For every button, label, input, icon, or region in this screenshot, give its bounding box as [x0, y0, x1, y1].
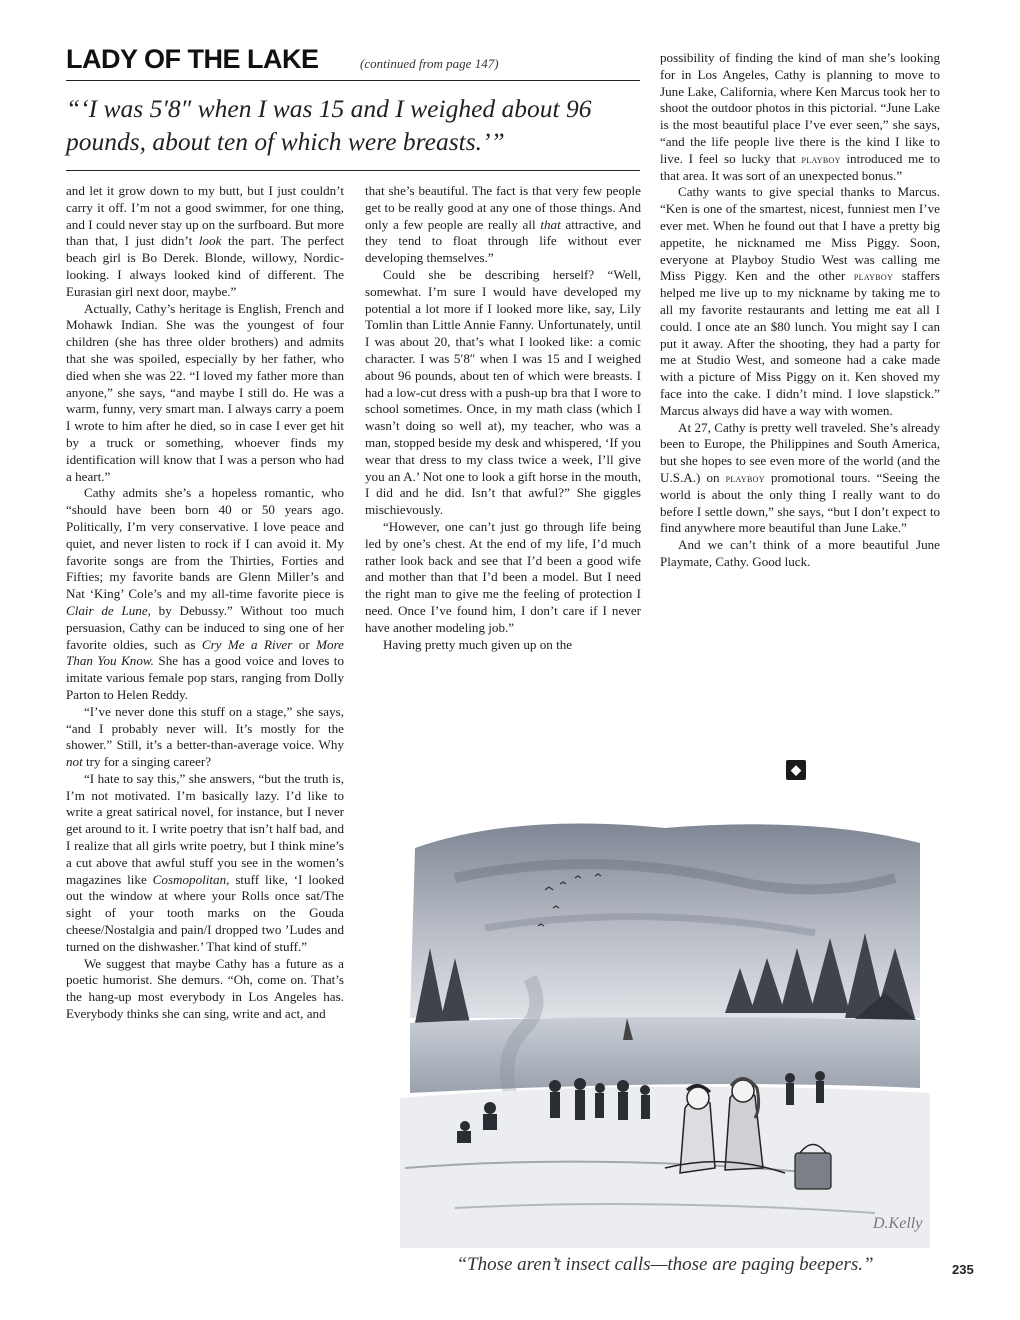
- paragraph: “I hate to say this,” she answers, “but the truth is, I’m not motivated. I’m basically lazy. I’d like to write a great satirical novel, for instance, but I never get around to it. I write poetry that isn’t half bad, and I realize that all girls write poetry, but I think mine’s a cut above that awful stuff you see in the women’s magazines like Cosmopolitan, stuff like, ‘I looked out the window at where your Rolls once sat/The sight of your tooth marks on the Gouda cheese/Nostalgia and pain/I dropped two ’Ludes and turned on the dishwasher.’ That kind of stuff.”: [66, 770, 344, 954]
- paragraph: We suggest that maybe Cathy has a future as a poetic humorist. She demurs. “Oh, come on. That’s the hang-up most everybody in Los Angeles has. Everybody thinks she can sing, write and act, and: [66, 955, 344, 1022]
- article-title: LADY OF THE LAKE: [66, 44, 319, 74]
- paragraph: Cathy wants to give special thanks to Marcus. “Ken is one of the smartest, nicest, funniest men I’ve ever met. When he found out that I have a pretty big appetite, he nicknamed me Miss Piggy. Soon, everyone at Playboy Studio West was calling me Miss Piggy. Ken and the other playboy staffers helped me live up to my nickname by taking me to all my favorite restaurants and letting me eat all I could. I once ate an $80 lunch. You might say I can put it away. After the shooting, they had a party for me at Studio West, and someone had a cake made with a picture of Miss Piggy on it. Ken shoved my face into the cake. I didn’t mind. I love slapstick.” Marcus always did have a way with women.: [660, 184, 940, 418]
- text-column-3: [660, 50, 940, 571]
- paragraph: that she’s beautiful. The fact is that very few people get to be really good at any one of those things. And only a few people are really all that attractive, and they tend to float through life without ever developing themselves.”: [365, 183, 641, 266]
- paragraph: Having pretty much given up on the: [383, 636, 573, 652]
- paragraph: possibility of finding the kind of man she’s looking for in Los Angeles, Cathy is planning to move to June Lake, California, where Ken Marcus took her to shoot the outdoor photos in this pictorial. “June Lake is the most beautiful place I’ve ever seen,” she says, “and the life people live there is the kind I like to live. I feel so lucky that playboy introduced me to that area. It was sort of an unexpected bonus.”: [660, 50, 940, 183]
- lake: [410, 1017, 920, 1093]
- rabbit-head-end-icon: ◆: [786, 760, 806, 780]
- page-number: 235: [952, 1262, 974, 1277]
- pull-quote-rule: [66, 170, 640, 171]
- text-column-2: [365, 183, 641, 653]
- paragraph: Could she be describing herself? “Well, somewhat. I’m sure I would have developed my potential a lot more if I looked more like, say, Lily Tomlin than Little Annie Fanny. Unfortunately, until I was about 20, that’s what I looked like: a comic character. I was 5′8″ when I was 15 and I weighed about 96 pounds, about ten of which were breasts. I had a low-cut dress with a push-up bra that I wore to school sometimes. Once, in my math class (which I wasn’t doing so well at), my teacher, who was a man, stopped beside my desk and whispered, ‘If you wear that dress to my class twice a week, I’ll give you an A.’ Not one to look a gift horse in the mouth, I did and he did. Isn’t that awful?” She giggles mischievously.: [365, 266, 641, 518]
- paragraph: Actually, Cathy’s heritage is English, French and Mohawk Indian. She was the youngest of four children (she has three older brothers) and admits that she was spoiled, especially by her father, who died when she was 22. “I loved my father more than anyone,” she says, “and maybe I still do. He was a warm, funny, very smart man. I always carry a poem I wrote to him after he died, so in case I ever get hit by a truck or something, whoever finds my identification will know that I was a person who had a heart.”: [66, 300, 344, 484]
- paragraph: At 27, Cathy is pretty well traveled. She’s already been to Europe, the Philippines and South America, but she hopes to see even more of the world (and the U.S.A.) on playboy promotional tours. “Seeing the world is about the only thing I really want to do before I settle down,” she says, “but I don’t expect to find anywhere more beautiful than June Lake.”: [660, 419, 940, 536]
- paragraph: “I’ve never done this stuff on a stage,” she says, “and I probably never will. It’s mostly for the shower.” Still, it’s a better-than-average voice. Why not try for a singing career?: [66, 703, 344, 770]
- artist-signature: D.Kelly: [873, 1215, 923, 1232]
- paragraph: Cathy admits she’s a hopeless romantic, who “should have been born 40 or 50 years ago. Politically, I’m very conservative. I love peace and quiet, and never listen to rock if I can avoid it. My favorite songs are from the Thirties, Forties and Fifties; my favorite bands are Glenn Miller’s and Nat ‘King’ Cole’s and my all-time favorite piece is Clair de Lune, by Debussy.” Without too much persuasion, Cathy can be induced to sing one of her favorite oldies, such as Cry Me a River or More Than You Know. She has a good voice and loves to imitate various female pop stars, ranging from Dolly Parton to Helen Reddy.: [66, 485, 344, 702]
- paragraph: “However, one can’t just go through life being led by one’s chest. At the end of my life, I’d much rather look back and see that I’d been a good wife and mother than that I’d been a model. But I need the right man to give me the feeling of protection I need. Once I’ve found him, I don’t care if I never have another modeling job.”: [365, 518, 641, 635]
- cartoon-caption: “Those aren’t insect calls—those are paging beepers.”: [456, 1254, 874, 1275]
- cartoon-illustration: [395, 808, 935, 1248]
- paragraph: And we can’t think of a more beautiful June Playmate, Cathy. Good luck.: [660, 537, 940, 569]
- continued-note: (continued from page 147): [360, 56, 499, 71]
- title-rule: [66, 80, 640, 81]
- text-column-1: [66, 183, 344, 1023]
- paragraph: and let it grow down to my butt, but I just couldn’t carry it off. I’m not a good swimmer, for one thing, and I could never stay up on the surfboard. But more than that, I just didn’t look the part. The perfect beach girl is Bo Derek. Blonde, willowy, Nordic-looking. I always looked kind of different. The Eurasian girl next door, maybe.”: [66, 183, 344, 299]
- pull-quote: “‘I was 5′8″ when I was 15 and I weighed about 96 pounds, about ten of which were breasts.’”: [66, 94, 592, 156]
